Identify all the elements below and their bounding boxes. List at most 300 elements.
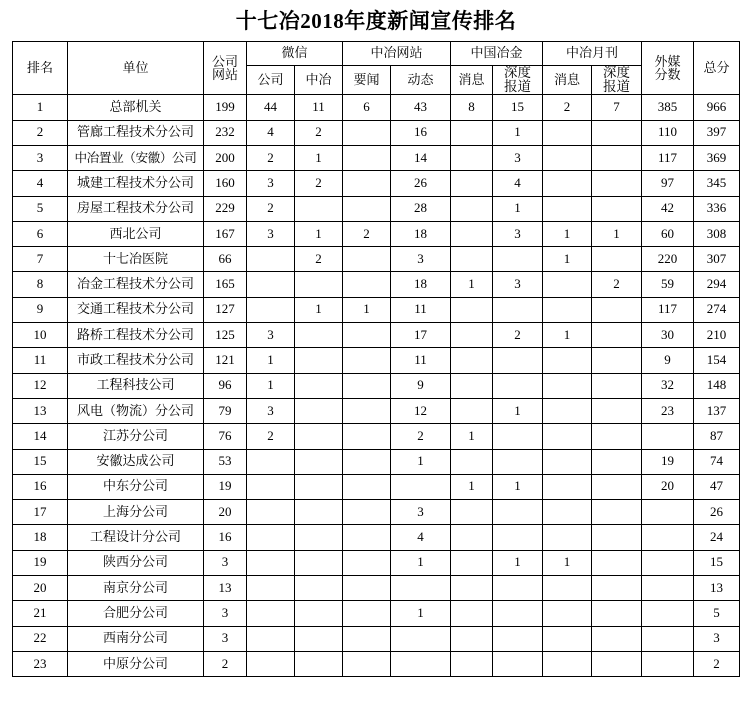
cell-unit: 城建工程技术分公司 bbox=[67, 171, 203, 196]
cell-zhongye-news bbox=[342, 474, 390, 499]
cell-zyyk-news bbox=[543, 297, 592, 322]
table-row bbox=[12, 626, 739, 651]
cell-rank: 8 bbox=[12, 272, 67, 297]
cell-wechat-company: 2 bbox=[246, 424, 294, 449]
cell-zhongye-dynamic: 1 bbox=[390, 449, 450, 474]
cell-wechat-zhongye bbox=[294, 449, 342, 474]
cell-zgyj-depth bbox=[493, 575, 543, 600]
cell-wechat-zhongye bbox=[294, 348, 342, 373]
cell-total: 966 bbox=[694, 95, 740, 120]
cell-wechat-company bbox=[246, 247, 294, 272]
cell-company-site: 199 bbox=[203, 95, 246, 120]
cell-outside-media: 220 bbox=[642, 247, 694, 272]
cell-zhongye-news bbox=[342, 196, 390, 221]
cell-wechat-company bbox=[246, 626, 294, 651]
table-row bbox=[12, 323, 739, 348]
cell-rank: 21 bbox=[12, 601, 67, 626]
cell-unit: 西南分公司 bbox=[67, 626, 203, 651]
table-row bbox=[12, 171, 739, 196]
cell-wechat-zhongye bbox=[294, 651, 342, 676]
cell-zhongye-dynamic: 43 bbox=[390, 95, 450, 120]
cell-unit: 上海分公司 bbox=[67, 500, 203, 525]
cell-zgyj-depth bbox=[493, 449, 543, 474]
table-row bbox=[12, 575, 739, 600]
cell-wechat-company bbox=[246, 297, 294, 322]
cell-zgyj-depth bbox=[493, 525, 543, 550]
cell-total: 148 bbox=[694, 373, 740, 398]
cell-wechat-zhongye bbox=[294, 424, 342, 449]
cell-wechat-company bbox=[246, 449, 294, 474]
cell-rank: 14 bbox=[12, 424, 67, 449]
cell-zgyj-depth: 1 bbox=[493, 196, 543, 221]
cell-outside-media: 60 bbox=[642, 221, 694, 246]
cell-zhongye-news bbox=[342, 500, 390, 525]
cell-unit: 交通工程技术分公司 bbox=[67, 297, 203, 322]
cell-zyyk-news bbox=[543, 601, 592, 626]
cell-rank: 23 bbox=[12, 651, 67, 676]
cell-zyyk-news bbox=[543, 196, 592, 221]
cell-zyyk-depth: 7 bbox=[592, 95, 642, 120]
cell-rank: 2 bbox=[12, 120, 67, 145]
cell-zgyj-depth bbox=[493, 601, 543, 626]
cell-zyyk-news bbox=[543, 373, 592, 398]
cell-zgyj-depth bbox=[493, 247, 543, 272]
cell-company-site: 229 bbox=[203, 196, 246, 221]
cell-zyyk-depth bbox=[592, 601, 642, 626]
cell-zhongye-dynamic: 2 bbox=[390, 424, 450, 449]
header-zyyk-depth bbox=[592, 66, 642, 95]
cell-company-site: 3 bbox=[203, 550, 246, 575]
table-row bbox=[12, 95, 739, 120]
cell-outside-media bbox=[642, 575, 694, 600]
header-wechat-company: 公司 bbox=[246, 66, 294, 95]
cell-zyyk-news: 1 bbox=[543, 221, 592, 246]
cell-zgyj-news bbox=[451, 398, 493, 423]
cell-rank: 7 bbox=[12, 247, 67, 272]
cell-rank: 5 bbox=[12, 196, 67, 221]
cell-company-site: 53 bbox=[203, 449, 246, 474]
header-zhongye-site: 中冶网站 bbox=[342, 42, 450, 66]
cell-zgyj-news: 8 bbox=[451, 95, 493, 120]
cell-zyyk-depth bbox=[592, 449, 642, 474]
cell-zhongye-dynamic bbox=[390, 575, 450, 600]
cell-zgyj-news: 1 bbox=[451, 272, 493, 297]
cell-zhongye-dynamic bbox=[390, 474, 450, 499]
cell-wechat-company: 4 bbox=[246, 120, 294, 145]
header-zhongguo-yejin: 中国冶金 bbox=[451, 42, 543, 66]
cell-wechat-company bbox=[246, 474, 294, 499]
table-row bbox=[12, 449, 739, 474]
header-company-site-line2: 网站 bbox=[211, 67, 238, 83]
table-body bbox=[12, 95, 739, 677]
cell-zgyj-depth bbox=[493, 297, 543, 322]
cell-rank: 10 bbox=[12, 323, 67, 348]
header-zyyk-news: 消息 bbox=[543, 66, 592, 95]
cell-wechat-company bbox=[246, 651, 294, 676]
cell-unit: 安徽达成公司 bbox=[67, 449, 203, 474]
cell-zhongye-dynamic: 4 bbox=[390, 525, 450, 550]
cell-total: 2 bbox=[694, 651, 740, 676]
cell-total: 24 bbox=[694, 525, 740, 550]
cell-wechat-zhongye bbox=[294, 272, 342, 297]
cell-unit: 工程设计分公司 bbox=[67, 525, 203, 550]
cell-zhongye-news bbox=[342, 651, 390, 676]
cell-company-site: 76 bbox=[203, 424, 246, 449]
cell-outside-media: 97 bbox=[642, 171, 694, 196]
cell-wechat-zhongye: 1 bbox=[294, 145, 342, 170]
cell-zyyk-news bbox=[543, 145, 592, 170]
cell-zgyj-news bbox=[451, 550, 493, 575]
cell-rank: 3 bbox=[12, 145, 67, 170]
cell-rank: 9 bbox=[12, 297, 67, 322]
cell-outside-media: 9 bbox=[642, 348, 694, 373]
cell-company-site: 165 bbox=[203, 272, 246, 297]
cell-wechat-company: 3 bbox=[246, 221, 294, 246]
cell-company-site: 79 bbox=[203, 398, 246, 423]
cell-unit: 陕西分公司 bbox=[67, 550, 203, 575]
table-row bbox=[12, 500, 739, 525]
cell-unit: 中原分公司 bbox=[67, 651, 203, 676]
cell-rank: 19 bbox=[12, 550, 67, 575]
header-zhongye-news: 要闻 bbox=[342, 66, 390, 95]
cell-unit: 江苏分公司 bbox=[67, 424, 203, 449]
cell-zgyj-depth bbox=[493, 424, 543, 449]
header-wechat: 微信 bbox=[246, 42, 342, 66]
cell-zyyk-news bbox=[543, 449, 592, 474]
cell-zhongye-dynamic: 16 bbox=[390, 120, 450, 145]
cell-zyyk-depth bbox=[592, 196, 642, 221]
table-row bbox=[12, 373, 739, 398]
cell-total: 154 bbox=[694, 348, 740, 373]
cell-zhongye-news: 2 bbox=[342, 221, 390, 246]
cell-zgyj-news bbox=[451, 323, 493, 348]
cell-wechat-company bbox=[246, 525, 294, 550]
header-wechat-zhongye: 中冶 bbox=[294, 66, 342, 95]
cell-zhongye-dynamic: 14 bbox=[390, 145, 450, 170]
cell-total: 74 bbox=[694, 449, 740, 474]
cell-rank: 11 bbox=[12, 348, 67, 373]
header-rank: 排名 bbox=[12, 42, 67, 95]
ranking-table bbox=[12, 41, 740, 677]
cell-zgyj-depth bbox=[493, 651, 543, 676]
table-row bbox=[12, 145, 739, 170]
cell-company-site: 20 bbox=[203, 500, 246, 525]
cell-total: 294 bbox=[694, 272, 740, 297]
cell-unit: 冶金工程技术分公司 bbox=[67, 272, 203, 297]
cell-zyyk-depth bbox=[592, 373, 642, 398]
cell-outside-media: 19 bbox=[642, 449, 694, 474]
cell-unit: 南京分公司 bbox=[67, 575, 203, 600]
cell-unit: 总部机关 bbox=[67, 95, 203, 120]
cell-company-site: 167 bbox=[203, 221, 246, 246]
cell-wechat-company: 3 bbox=[246, 398, 294, 423]
cell-outside-media bbox=[642, 424, 694, 449]
cell-wechat-company: 3 bbox=[246, 171, 294, 196]
cell-zyyk-depth bbox=[592, 424, 642, 449]
cell-zgyj-news bbox=[451, 651, 493, 676]
cell-unit: 风电（物流）分公司 bbox=[67, 398, 203, 423]
cell-zhongye-dynamic: 1 bbox=[390, 550, 450, 575]
cell-zgyj-depth: 1 bbox=[493, 550, 543, 575]
cell-zyyk-depth bbox=[592, 398, 642, 423]
cell-zhongye-dynamic: 9 bbox=[390, 373, 450, 398]
table-row bbox=[12, 348, 739, 373]
cell-outside-media: 385 bbox=[642, 95, 694, 120]
cell-zyyk-depth bbox=[592, 500, 642, 525]
table-row bbox=[12, 525, 739, 550]
cell-wechat-company: 2 bbox=[246, 196, 294, 221]
cell-zhongye-news bbox=[342, 145, 390, 170]
cell-zgyj-depth: 3 bbox=[493, 272, 543, 297]
header-company-site-line1: 公司 bbox=[211, 53, 238, 69]
cell-zhongye-news bbox=[342, 120, 390, 145]
cell-zgyj-news bbox=[451, 575, 493, 600]
cell-total: 210 bbox=[694, 323, 740, 348]
cell-wechat-company: 2 bbox=[246, 145, 294, 170]
cell-company-site: 125 bbox=[203, 323, 246, 348]
cell-company-site: 232 bbox=[203, 120, 246, 145]
cell-zhongye-dynamic: 12 bbox=[390, 398, 450, 423]
table-row bbox=[12, 398, 739, 423]
cell-rank: 12 bbox=[12, 373, 67, 398]
cell-zhongye-news bbox=[342, 424, 390, 449]
header-total: 总分 bbox=[694, 42, 740, 95]
cell-outside-media bbox=[642, 500, 694, 525]
cell-zgyj-news bbox=[451, 196, 493, 221]
cell-wechat-zhongye bbox=[294, 196, 342, 221]
table-row bbox=[12, 221, 739, 246]
cell-zgyj-depth: 2 bbox=[493, 323, 543, 348]
cell-zhongye-news bbox=[342, 398, 390, 423]
cell-zyyk-depth bbox=[592, 348, 642, 373]
cell-zyyk-news bbox=[543, 120, 592, 145]
cell-outside-media: 42 bbox=[642, 196, 694, 221]
cell-total: 345 bbox=[694, 171, 740, 196]
cell-zhongye-dynamic: 3 bbox=[390, 500, 450, 525]
cell-company-site: 16 bbox=[203, 525, 246, 550]
header-zgyj-depth bbox=[493, 66, 543, 95]
cell-unit: 管廊工程技术分公司 bbox=[67, 120, 203, 145]
cell-zyyk-news bbox=[543, 474, 592, 499]
header-unit: 单位 bbox=[67, 42, 203, 95]
cell-zyyk-depth bbox=[592, 525, 642, 550]
cell-zhongye-news bbox=[342, 171, 390, 196]
cell-zyyk-news bbox=[543, 398, 592, 423]
cell-wechat-zhongye bbox=[294, 323, 342, 348]
header-zgyj-depth-line2: 报道 bbox=[504, 79, 531, 95]
cell-company-site: 13 bbox=[203, 575, 246, 600]
cell-total: 5 bbox=[694, 601, 740, 626]
cell-total: 369 bbox=[694, 145, 740, 170]
cell-company-site: 3 bbox=[203, 626, 246, 651]
cell-total: 3 bbox=[694, 626, 740, 651]
table-row bbox=[12, 550, 739, 575]
cell-zgyj-depth: 1 bbox=[493, 120, 543, 145]
cell-outside-media bbox=[642, 651, 694, 676]
cell-wechat-zhongye bbox=[294, 525, 342, 550]
cell-zyyk-depth bbox=[592, 626, 642, 651]
cell-outside-media: 23 bbox=[642, 398, 694, 423]
cell-zyyk-depth bbox=[592, 474, 642, 499]
header-zhongye-dynamic: 动态 bbox=[390, 66, 450, 95]
cell-zhongye-dynamic: 1 bbox=[390, 601, 450, 626]
cell-zgyj-news bbox=[451, 171, 493, 196]
cell-wechat-company bbox=[246, 601, 294, 626]
cell-outside-media: 20 bbox=[642, 474, 694, 499]
cell-zyyk-depth bbox=[592, 247, 642, 272]
cell-zyyk-news: 2 bbox=[543, 95, 592, 120]
cell-zyyk-news bbox=[543, 575, 592, 600]
cell-zhongye-dynamic: 28 bbox=[390, 196, 450, 221]
cell-company-site: 19 bbox=[203, 474, 246, 499]
cell-rank: 1 bbox=[12, 95, 67, 120]
cell-zgyj-news bbox=[451, 500, 493, 525]
table-row bbox=[12, 196, 739, 221]
cell-zyyk-depth bbox=[592, 171, 642, 196]
cell-total: 274 bbox=[694, 297, 740, 322]
cell-zyyk-news bbox=[543, 348, 592, 373]
cell-zgyj-depth bbox=[493, 373, 543, 398]
cell-zgyj-news bbox=[451, 626, 493, 651]
table-row bbox=[12, 601, 739, 626]
cell-zyyk-news bbox=[543, 171, 592, 196]
header-zgyj-news: 消息 bbox=[451, 66, 493, 95]
cell-zgyj-news bbox=[451, 297, 493, 322]
cell-wechat-zhongye: 2 bbox=[294, 247, 342, 272]
cell-outside-media bbox=[642, 525, 694, 550]
cell-wechat-zhongye bbox=[294, 500, 342, 525]
cell-outside-media: 117 bbox=[642, 297, 694, 322]
cell-zhongye-news bbox=[342, 550, 390, 575]
cell-zgyj-depth bbox=[493, 348, 543, 373]
cell-wechat-zhongye: 2 bbox=[294, 120, 342, 145]
cell-outside-media: 59 bbox=[642, 272, 694, 297]
cell-zgyj-depth: 4 bbox=[493, 171, 543, 196]
cell-outside-media bbox=[642, 626, 694, 651]
cell-zyyk-news: 1 bbox=[543, 550, 592, 575]
cell-wechat-zhongye bbox=[294, 550, 342, 575]
cell-outside-media: 32 bbox=[642, 373, 694, 398]
cell-wechat-zhongye: 1 bbox=[294, 221, 342, 246]
cell-wechat-zhongye bbox=[294, 398, 342, 423]
cell-rank: 6 bbox=[12, 221, 67, 246]
table-row bbox=[12, 247, 739, 272]
cell-zhongye-dynamic: 18 bbox=[390, 221, 450, 246]
header-zhongye-monthly: 中冶月刊 bbox=[543, 42, 642, 66]
cell-unit: 房屋工程技术分公司 bbox=[67, 196, 203, 221]
cell-zyyk-news bbox=[543, 525, 592, 550]
cell-total: 137 bbox=[694, 398, 740, 423]
cell-zyyk-depth bbox=[592, 120, 642, 145]
cell-zgyj-news bbox=[451, 247, 493, 272]
cell-zgyj-depth: 1 bbox=[493, 474, 543, 499]
cell-zyyk-depth bbox=[592, 550, 642, 575]
cell-total: 26 bbox=[694, 500, 740, 525]
cell-total: 13 bbox=[694, 575, 740, 600]
cell-zyyk-depth: 2 bbox=[592, 272, 642, 297]
cell-wechat-company: 44 bbox=[246, 95, 294, 120]
cell-zyyk-news bbox=[543, 272, 592, 297]
cell-zyyk-depth bbox=[592, 297, 642, 322]
cell-zhongye-news bbox=[342, 323, 390, 348]
cell-zhongye-dynamic: 18 bbox=[390, 272, 450, 297]
cell-company-site: 96 bbox=[203, 373, 246, 398]
cell-zhongye-dynamic bbox=[390, 651, 450, 676]
cell-rank: 16 bbox=[12, 474, 67, 499]
cell-zgyj-news bbox=[451, 221, 493, 246]
cell-zyyk-depth bbox=[592, 145, 642, 170]
cell-unit: 路桥工程技术分公司 bbox=[67, 323, 203, 348]
cell-zhongye-dynamic: 11 bbox=[390, 297, 450, 322]
cell-company-site: 66 bbox=[203, 247, 246, 272]
cell-wechat-zhongye: 1 bbox=[294, 297, 342, 322]
cell-zhongye-news bbox=[342, 373, 390, 398]
cell-unit: 工程科技公司 bbox=[67, 373, 203, 398]
cell-zgyj-news bbox=[451, 120, 493, 145]
cell-wechat-zhongye bbox=[294, 373, 342, 398]
header-outside-media bbox=[642, 42, 694, 95]
cell-unit: 中冶置业（安徽）公司 bbox=[67, 145, 203, 170]
cell-zhongye-news: 6 bbox=[342, 95, 390, 120]
cell-outside-media: 117 bbox=[642, 145, 694, 170]
cell-wechat-zhongye bbox=[294, 474, 342, 499]
cell-zgyj-news bbox=[451, 348, 493, 373]
table-row bbox=[12, 120, 739, 145]
cell-zhongye-dynamic: 3 bbox=[390, 247, 450, 272]
cell-zyyk-news: 1 bbox=[543, 247, 592, 272]
cell-rank: 18 bbox=[12, 525, 67, 550]
cell-zgyj-depth bbox=[493, 500, 543, 525]
cell-wechat-zhongye: 11 bbox=[294, 95, 342, 120]
cell-zgyj-news bbox=[451, 449, 493, 474]
cell-wechat-company bbox=[246, 272, 294, 297]
cell-zgyj-news bbox=[451, 601, 493, 626]
cell-zhongye-news bbox=[342, 449, 390, 474]
table-row bbox=[12, 474, 739, 499]
cell-zhongye-dynamic bbox=[390, 626, 450, 651]
cell-zhongye-dynamic: 17 bbox=[390, 323, 450, 348]
cell-outside-media bbox=[642, 550, 694, 575]
cell-zyyk-depth bbox=[592, 651, 642, 676]
cell-rank: 20 bbox=[12, 575, 67, 600]
cell-total: 15 bbox=[694, 550, 740, 575]
cell-zgyj-depth bbox=[493, 626, 543, 651]
cell-rank: 13 bbox=[12, 398, 67, 423]
cell-wechat-zhongye: 2 bbox=[294, 171, 342, 196]
cell-zgyj-news: 1 bbox=[451, 474, 493, 499]
header-zgyj-depth-line1: 深度 bbox=[504, 65, 531, 80]
cell-zgyj-depth: 3 bbox=[493, 221, 543, 246]
cell-total: 47 bbox=[694, 474, 740, 499]
cell-company-site: 160 bbox=[203, 171, 246, 196]
cell-zgyj-depth: 3 bbox=[493, 145, 543, 170]
cell-zgyj-news: 1 bbox=[451, 424, 493, 449]
cell-rank: 17 bbox=[12, 500, 67, 525]
header-outside-media-line2: 分数 bbox=[654, 67, 681, 83]
cell-company-site: 3 bbox=[203, 601, 246, 626]
table-header bbox=[12, 42, 739, 95]
cell-zyyk-news bbox=[543, 651, 592, 676]
cell-zgyj-news bbox=[451, 373, 493, 398]
cell-wechat-company bbox=[246, 550, 294, 575]
table-row bbox=[12, 651, 739, 676]
cell-total: 336 bbox=[694, 196, 740, 221]
table-row bbox=[12, 272, 739, 297]
cell-rank: 4 bbox=[12, 171, 67, 196]
cell-zyyk-depth bbox=[592, 575, 642, 600]
cell-total: 307 bbox=[694, 247, 740, 272]
table-row bbox=[12, 424, 739, 449]
